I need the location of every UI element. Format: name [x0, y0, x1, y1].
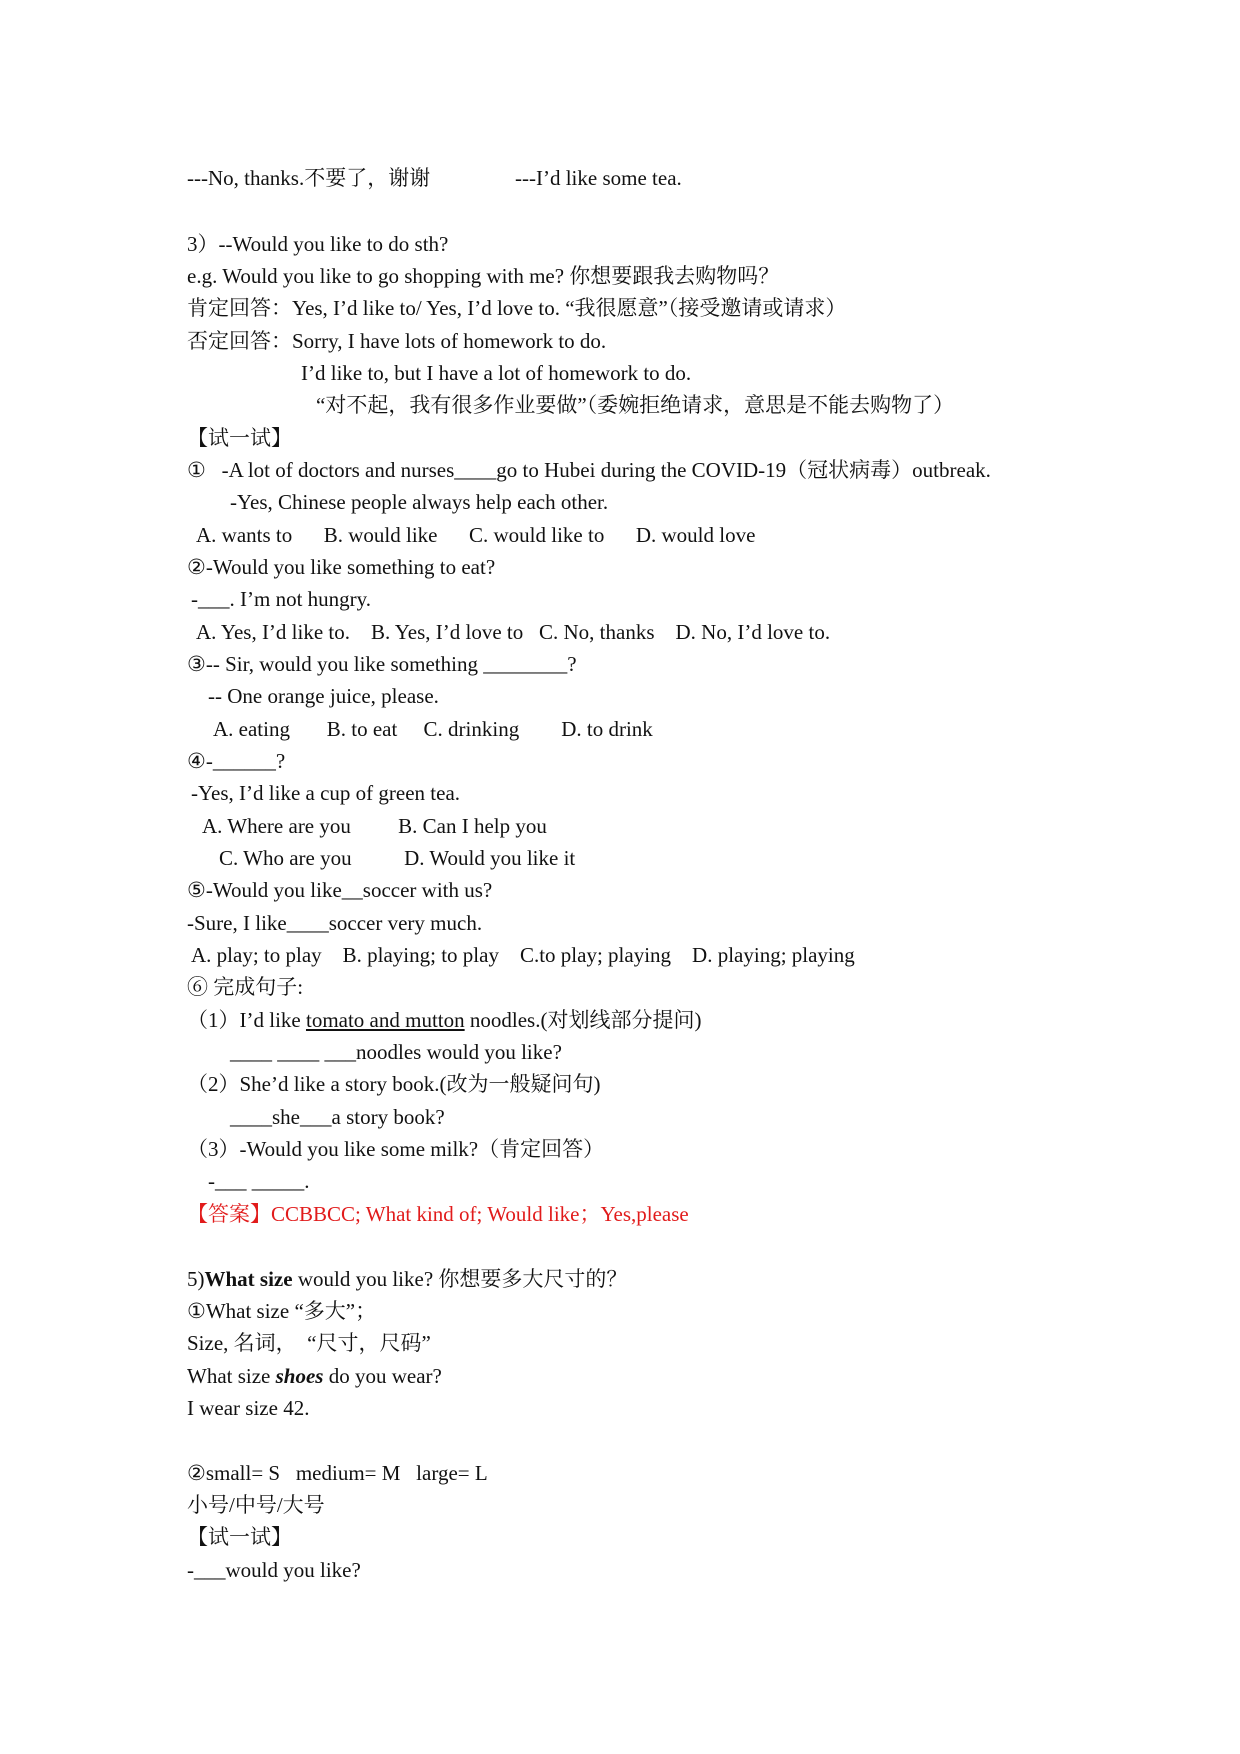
- q6-item-1-prefix: （1）I’d like: [187, 1008, 306, 1032]
- answer-key: 【答案】CCBBCC; What kind of; Would like；Yes,please: [187, 1202, 689, 1226]
- q2-stem: ②-Would you like something to eat?: [187, 555, 496, 579]
- section3-title: 3）--Would you like to do sth?: [187, 232, 449, 256]
- section5-rest: would you like? 你想要多大尺寸的？: [292, 1267, 628, 1291]
- section5-line-3: [187, 1363, 442, 1389]
- q5-stem: ⑤-Would you like__soccer with us?: [187, 878, 493, 902]
- q3-options: A. eating B. to eat C. drinking D. to drink: [213, 717, 653, 741]
- q6-item-3-blank: -___ _____.: [208, 1169, 310, 1193]
- try-label-2: 【试一试】: [187, 1525, 292, 1549]
- try-label: 【试一试】: [187, 426, 292, 450]
- section5-sizes-cn: 小号/中号/大号: [187, 1493, 325, 1517]
- q6-item-1-underlined: tomato and mutton: [305, 1008, 465, 1032]
- section3-positive: 肯定回答：Yes, I’d like to/ Yes, I’d love to. “我很愿意”（接受邀请或请求）: [187, 296, 847, 320]
- intro-line-b: ---I’d like some tea.: [515, 166, 682, 190]
- q4-response: -Yes, I’d like a cup of green tea.: [191, 781, 461, 805]
- q6-item-2: （2）She’d like a story book.(改为一般疑问句): [187, 1072, 601, 1096]
- q3-response: -- One orange juice, please.: [208, 684, 439, 708]
- section5-line-3-emphasis: shoes: [275, 1364, 324, 1388]
- section5-title: [187, 1266, 627, 1292]
- q6-item-1-blank: ____ ____ ___noodles would you like?: [230, 1040, 562, 1064]
- q1-stem: ① -A lot of doctors and nurses____go to Hubei during the COVID-19（冠状病毒）outbreak.: [187, 458, 991, 482]
- section5-keyword: What size: [204, 1267, 293, 1291]
- q5-options: A. play; to play B. playing; to play C.to play; playing D. playing; playing: [191, 943, 855, 967]
- section5-line-1: ①What size “多大”；: [187, 1299, 377, 1323]
- q4-options-1: A. Where are you B. Can I help you: [202, 814, 547, 838]
- q4-options-2: C. Who are you D. Would you like it: [219, 846, 576, 870]
- q2-options: A. Yes, I’d like to. B. Yes, I’d love to C. No, thanks D. No, I’d love to.: [196, 620, 831, 644]
- q6-item-3: （3）-Would you like some milk?（肯定回答）: [187, 1137, 605, 1161]
- section5-number: 5): [187, 1267, 205, 1291]
- q6-item-1: [187, 1007, 701, 1033]
- q3-stem: ③-- Sir, would you like something ________?: [187, 652, 577, 676]
- section5-line-3-suffix: do you wear?: [323, 1364, 442, 1388]
- section5-line-2: Size, 名词， “尺寸，尺码”: [187, 1331, 431, 1355]
- intro-line-a: ---No, thanks.不要了，谢谢: [187, 166, 431, 190]
- q1-response: -Yes, Chinese people always help each other.: [230, 490, 609, 514]
- last-question: -___would you like?: [187, 1558, 361, 1582]
- section3-example: e.g. Would you like to go shopping with me? 你想要跟我去购物吗？: [187, 264, 780, 288]
- q6-item-1-suffix: noodles.(对划线部分提问): [464, 1008, 702, 1032]
- q6-title: ⑥ 完成句子:: [187, 975, 304, 999]
- q6-item-2-blank: ____she___a story book?: [230, 1105, 445, 1129]
- section5-line-3-prefix: What size: [187, 1364, 276, 1388]
- q2-response: -___. I’m not hungry.: [191, 587, 372, 611]
- q4-stem: ④-______?: [187, 749, 286, 773]
- section5-sizes: ②small= S medium= M large= L: [187, 1461, 488, 1485]
- section5-line-4: I wear size 42.: [187, 1396, 310, 1420]
- section3-negative-3: “对不起，我有很多作业要做”（委婉拒绝请求，意思是不能去购物了）: [316, 393, 955, 417]
- q1-options: A. wants to B. would like C. would like to D. would love: [196, 523, 756, 547]
- section3-negative-2: I’d like to, but I have a lot of homework to do.: [301, 361, 692, 385]
- q5-response: -Sure, I like____soccer very much.: [187, 911, 483, 935]
- section3-negative-1: 否定回答：Sorry, I have lots of homework to do.: [187, 329, 607, 353]
